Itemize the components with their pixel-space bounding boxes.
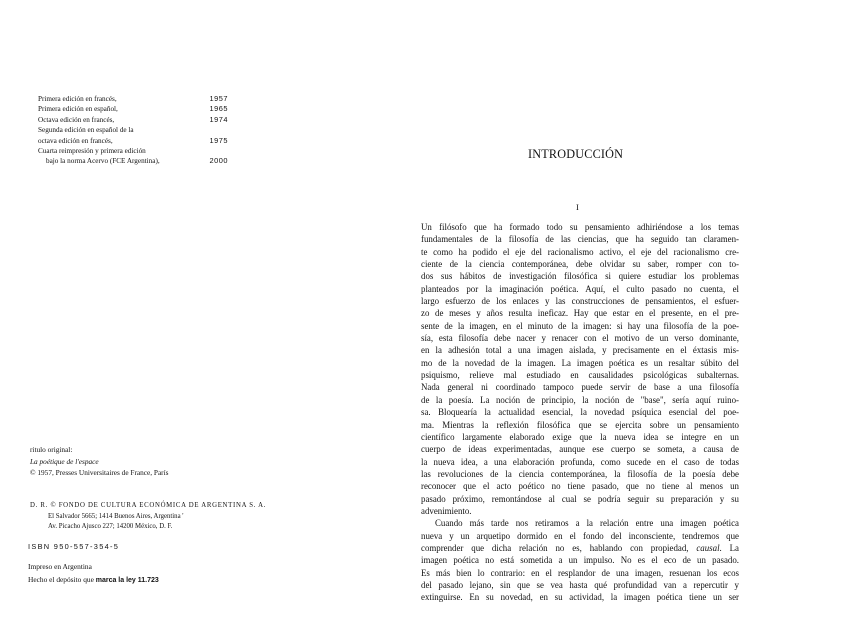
original-title-label: ritulo original: bbox=[30, 445, 73, 454]
text-line: Un filósofo que ha formado todo su pensamiento adhiriéndose a los temas bbox=[421, 222, 739, 232]
text-line: mo de la novedad de la imagen. La imagen poética es un resaltar súbito del bbox=[421, 357, 739, 368]
text-line: cuerpo de ideas experimentadas, aunque ese cuerpo se someta, a causa de bbox=[421, 444, 739, 455]
text-line: extinguirse. En su novedad, en su actividad, la imagen poética tiene un ser bbox=[421, 592, 739, 603]
italic-word: causal bbox=[696, 542, 720, 553]
publisher-block bbox=[30, 501, 266, 533]
edition-row: Segunda edición en español de la bbox=[38, 126, 134, 135]
original-title: La poétique de l'espace bbox=[30, 456, 99, 466]
publisher-address: Av. Picacho Ajusco 227; 14200 México, D. F. bbox=[48, 523, 173, 531]
edition-row: Primera edición en español, 1965 bbox=[38, 104, 228, 114]
text-line: planteados por la imaginación poética. Aquí, el culto pasado no cuenta, el bbox=[421, 283, 739, 294]
text-line: ciente de la ciencia contemporánea, debe olvidar su saber, romper con to- bbox=[421, 259, 739, 270]
text-line: pasado próximo, remontándose al cual se podría seguir su preparación y su bbox=[421, 493, 739, 504]
text-line: te como ha podido el eje del racionalismo activo, el eje del racionalismo cre- bbox=[421, 246, 739, 257]
body-text bbox=[421, 221, 739, 604]
text-line: largo esfuerzo de los enlaces y las construcciones de pensamientos, el esfuer- bbox=[421, 296, 739, 307]
text-line: sente de la imagen, en el minuto de la imagen: si hay una filosofía de la poe- bbox=[421, 320, 739, 331]
text-line: de la poesía. La noción de principio, la noción de "base", sería aquí ruino- bbox=[421, 394, 739, 405]
text-line: nueva y un arquetipo dormido en el fondo del inconsciente, tendremos que bbox=[421, 530, 739, 541]
text-line: las revoluciones de la ciencia contemporánea, la filosofía de la poesía debe bbox=[421, 468, 739, 479]
edition-row: bajo la norma Acervo (FCE Argentina), 2000 bbox=[46, 156, 228, 166]
text-line: dos sus hábitos de investigación filosófica si quiere estudiar los problemas bbox=[421, 271, 739, 282]
text-line: imagen poética no está sometida a un impulso. No es el eco de un pasado. bbox=[421, 555, 739, 566]
section-number: I bbox=[576, 202, 579, 212]
text-line: Nada general ni coordinado tampoco puede servir de base a una filosofía bbox=[421, 382, 739, 393]
text-line: reconocer que el acto poético no tiene pasado, que no tiene al menos un bbox=[421, 481, 739, 492]
text-line: Cuando más tarde nos retiramos a la relación entre una imagen poética bbox=[435, 518, 739, 529]
text-line: comprender que dicha relación no es, hablando con propiedad, causal. La bbox=[421, 542, 739, 553]
chapter-title: INTRODUCCIÓN bbox=[528, 147, 624, 161]
text-line: psiquismo, relieve mal estudiado en causalidades psicológicas subalternas. bbox=[421, 370, 739, 381]
text-line: del pasado lejano, sin que se vea hasta qué profundidad van a repercutir y bbox=[421, 579, 739, 590]
legal-deposit: Hecho el depósito que marca la ley 11.723 bbox=[28, 574, 159, 584]
printing-block bbox=[28, 561, 159, 587]
text-line: sía, esta filosofía debe nacer y renacer con el motivo de un verso dominante, bbox=[421, 333, 739, 344]
edition-row: Primera edición en francés, 1957 bbox=[38, 94, 228, 103]
text-line: Es más bien lo contrario: en el resplandor de una imagen, resuenan los ecos bbox=[421, 567, 739, 578]
copyright-line: © 1957, Presses Universitaires de France, París bbox=[30, 468, 169, 477]
text-line: fundamentales de la filosofía de las ciencias, que ha seguido tan claramen- bbox=[421, 234, 739, 245]
text-line: ma. Mientras la reflexión filosófica que se ejercita sobre un pensamiento bbox=[421, 419, 739, 430]
publisher-rights: D. R. © FONDO DE CULTURA ECONÓMICA DE ARGENTINA S. A. bbox=[30, 502, 267, 509]
edition-row: Cuarta reimpresión y primera edición bbox=[38, 147, 146, 156]
text-line: la nueva idea, a una elaboración profunda, como sucede en el caso de todas bbox=[421, 456, 739, 467]
isbn: ISBN 950-557-354-5 bbox=[28, 542, 120, 551]
text-line: en la adhesión total a una imagen aislada, y precisamente en el éxtasis mis- bbox=[421, 345, 739, 356]
text-line: zo de meses y años resulta ineficaz. Hay que estar en el presente, en el pre- bbox=[421, 308, 739, 319]
text-line: científico largamente elaborado exige que la nueva idea se integre en un bbox=[421, 431, 739, 442]
text-line: advenimiento. bbox=[421, 505, 472, 516]
edition-row: Octava edición en francés, 1974 bbox=[38, 114, 228, 124]
edition-history bbox=[38, 94, 228, 167]
text-line: sa. Bloquearía la actualidad esencial, la novedad psíquica esencial del poe- bbox=[421, 407, 739, 418]
edition-row: octava edición en francés, 1975 bbox=[38, 135, 228, 145]
right-page bbox=[421, 0, 848, 640]
publisher-address: El Salvador 5665; 1414 Buenos Aires, Argentina ' bbox=[48, 512, 184, 520]
original-title-block bbox=[30, 444, 168, 479]
printed-in: Impreso en Argentina bbox=[28, 562, 92, 571]
